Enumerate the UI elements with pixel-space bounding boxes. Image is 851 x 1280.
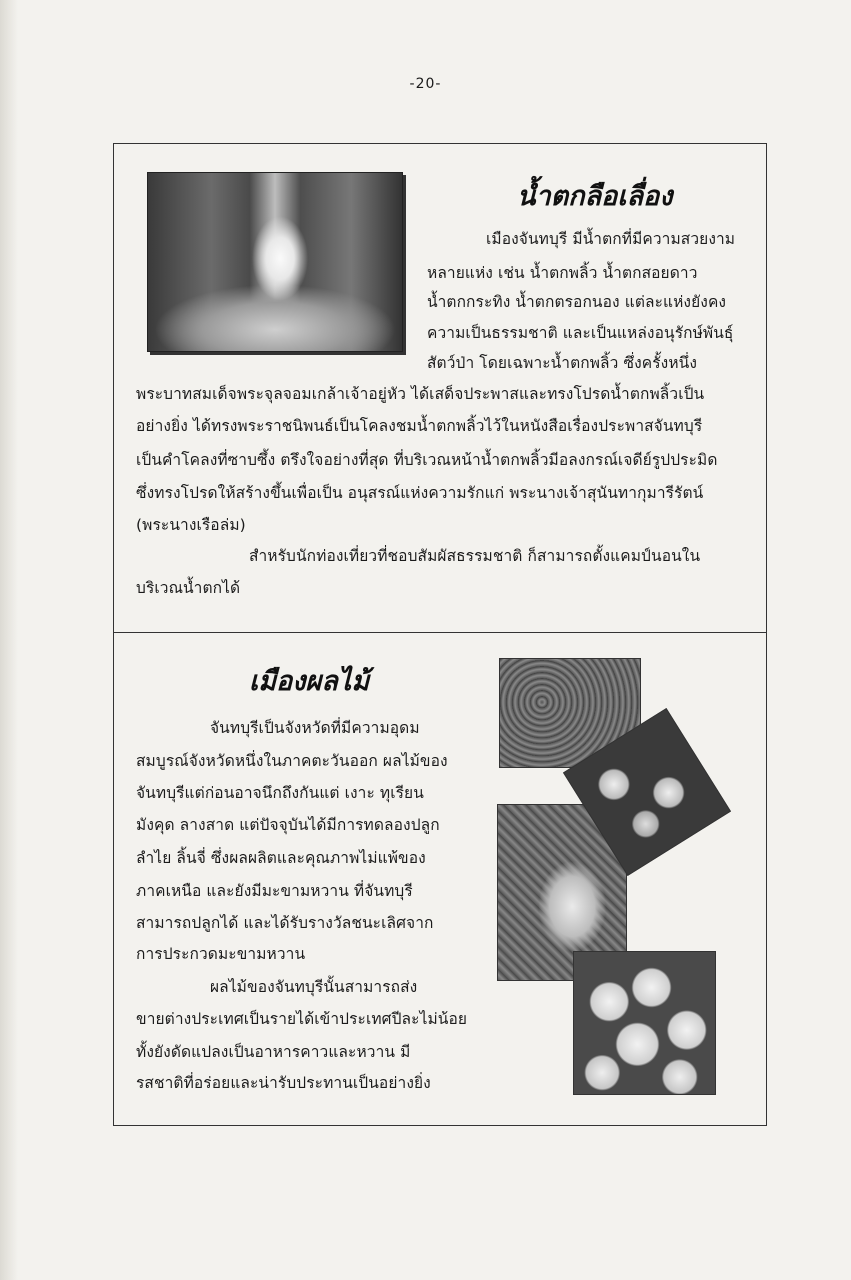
paragraph-line: ขายต่างประเทศเป็นรายได้เข้าประเทศปีละไม่น้อย — [136, 1010, 468, 1028]
paragraph-line: สามารถปลูกได้ และได้รับรางวัลชนะเลิศจาก — [136, 914, 434, 932]
paragraph-line: น้ำตกกระทิง น้ำตกตรอกนอง แต่ละแห่งยังคง — [427, 293, 727, 311]
paragraph-line: ภาคเหนือ และยังมีมะขามหวาน ที่จันทบุรี — [136, 882, 413, 900]
paragraph-line: ลำไย ลิ้นจี่ ซึ่งผลผลิตและคุณภาพไม่แพ้ของ — [136, 849, 426, 867]
waterfall-photo — [147, 172, 403, 352]
waterfall-section — [113, 143, 767, 633]
paragraph-line: สมบูรณ์จังหวัดหนึ่งในภาคตะวันออก ผลไม้ของ — [136, 752, 448, 770]
paragraph-line: ผลไม้ของจันทบุรีนั้นสามารถส่ง — [210, 978, 418, 996]
paragraph-line: สัตว์ป่า โดยเฉพาะน้ำตกพลิ้ว ซึ่งครั้งหนึ่ง — [427, 354, 698, 372]
waterfall-heading: น้ำตกลือเลื่อง — [517, 181, 673, 212]
paragraph-line: ซึ่งทรงโปรดให้สร้างขึ้นเพื่อเป็น อนุสรณ์แห่งความรักแก่ พระนางเจ้าสุนันทากุมารีรัตน์ — [136, 484, 704, 502]
paragraph-line: (พระนางเรือล่ม) — [136, 516, 246, 534]
page-number: -20- — [409, 76, 442, 92]
paragraph-line: จันทบุรีเป็นจังหวัดที่มีความอุดม — [210, 719, 420, 737]
paragraph-line: พระบาทสมเด็จพระจุลจอมเกล้าเจ้าอยู่หัว ได้เสด็จประพาสและทรงโปรดน้ำตกพลิ้วเป็น — [136, 385, 705, 403]
paragraph-line: รสชาติที่อร่อยและน่ารับประทานเป็นอย่างยิ่ง — [136, 1074, 431, 1092]
paragraph-line: สำหรับนักท่องเที่ยวที่ชอบสัมผัสธรรมชาติ ก็สามารถตั้งแคมป์นอนใน — [249, 547, 701, 565]
paragraph-line: บริเวณน้ำตกได้ — [136, 579, 241, 597]
paragraph-line: อย่างยิ่ง ได้ทรงพระราชนิพนธ์เป็นโคลงชมน้ำตกพลิ้วไว้ในหนังสือเรื่องประพาสจันทบุรี — [136, 417, 703, 435]
paragraph-line: ความเป็นธรรมชาติ และเป็นแหล่งอนุรักษ์พันธุ์ — [427, 324, 734, 342]
fruit-section — [113, 632, 767, 1126]
paragraph-line: เมืองจันทบุรี มีน้ำตกที่มีความสวยงาม — [486, 230, 736, 248]
page-edge-shadow — [0, 0, 18, 1280]
paragraph-line: ทั้งยังดัดแปลงเป็นอาหารคาวและหวาน มี — [136, 1043, 411, 1061]
paragraph-line: มังคุด ลางสาด แต่ปัจจุบันได้มีการทดลองปลูก — [136, 816, 440, 834]
paragraph-line: หลายแห่ง เช่น น้ำตกพลิ้ว น้ำตกสอยดาว — [427, 264, 698, 282]
fruit-heading: เมืองผลไม้ — [249, 666, 370, 697]
paragraph-line: การประกวดมะขามหวาน — [136, 945, 306, 963]
longan-photo — [573, 951, 716, 1095]
paragraph-line: เป็นคำโคลงที่ซาบซึ้ง ตรึงใจอย่างที่สุด ที่บริเวณหน้าน้ำตกพลิ้วมีอลงกรณ์เจดีย์รูปประมิด — [136, 451, 718, 469]
paragraph-line: จันทบุรีแต่ก่อนอาจนึกถึงกันแต่ เงาะ ทุเรียน — [136, 784, 424, 802]
